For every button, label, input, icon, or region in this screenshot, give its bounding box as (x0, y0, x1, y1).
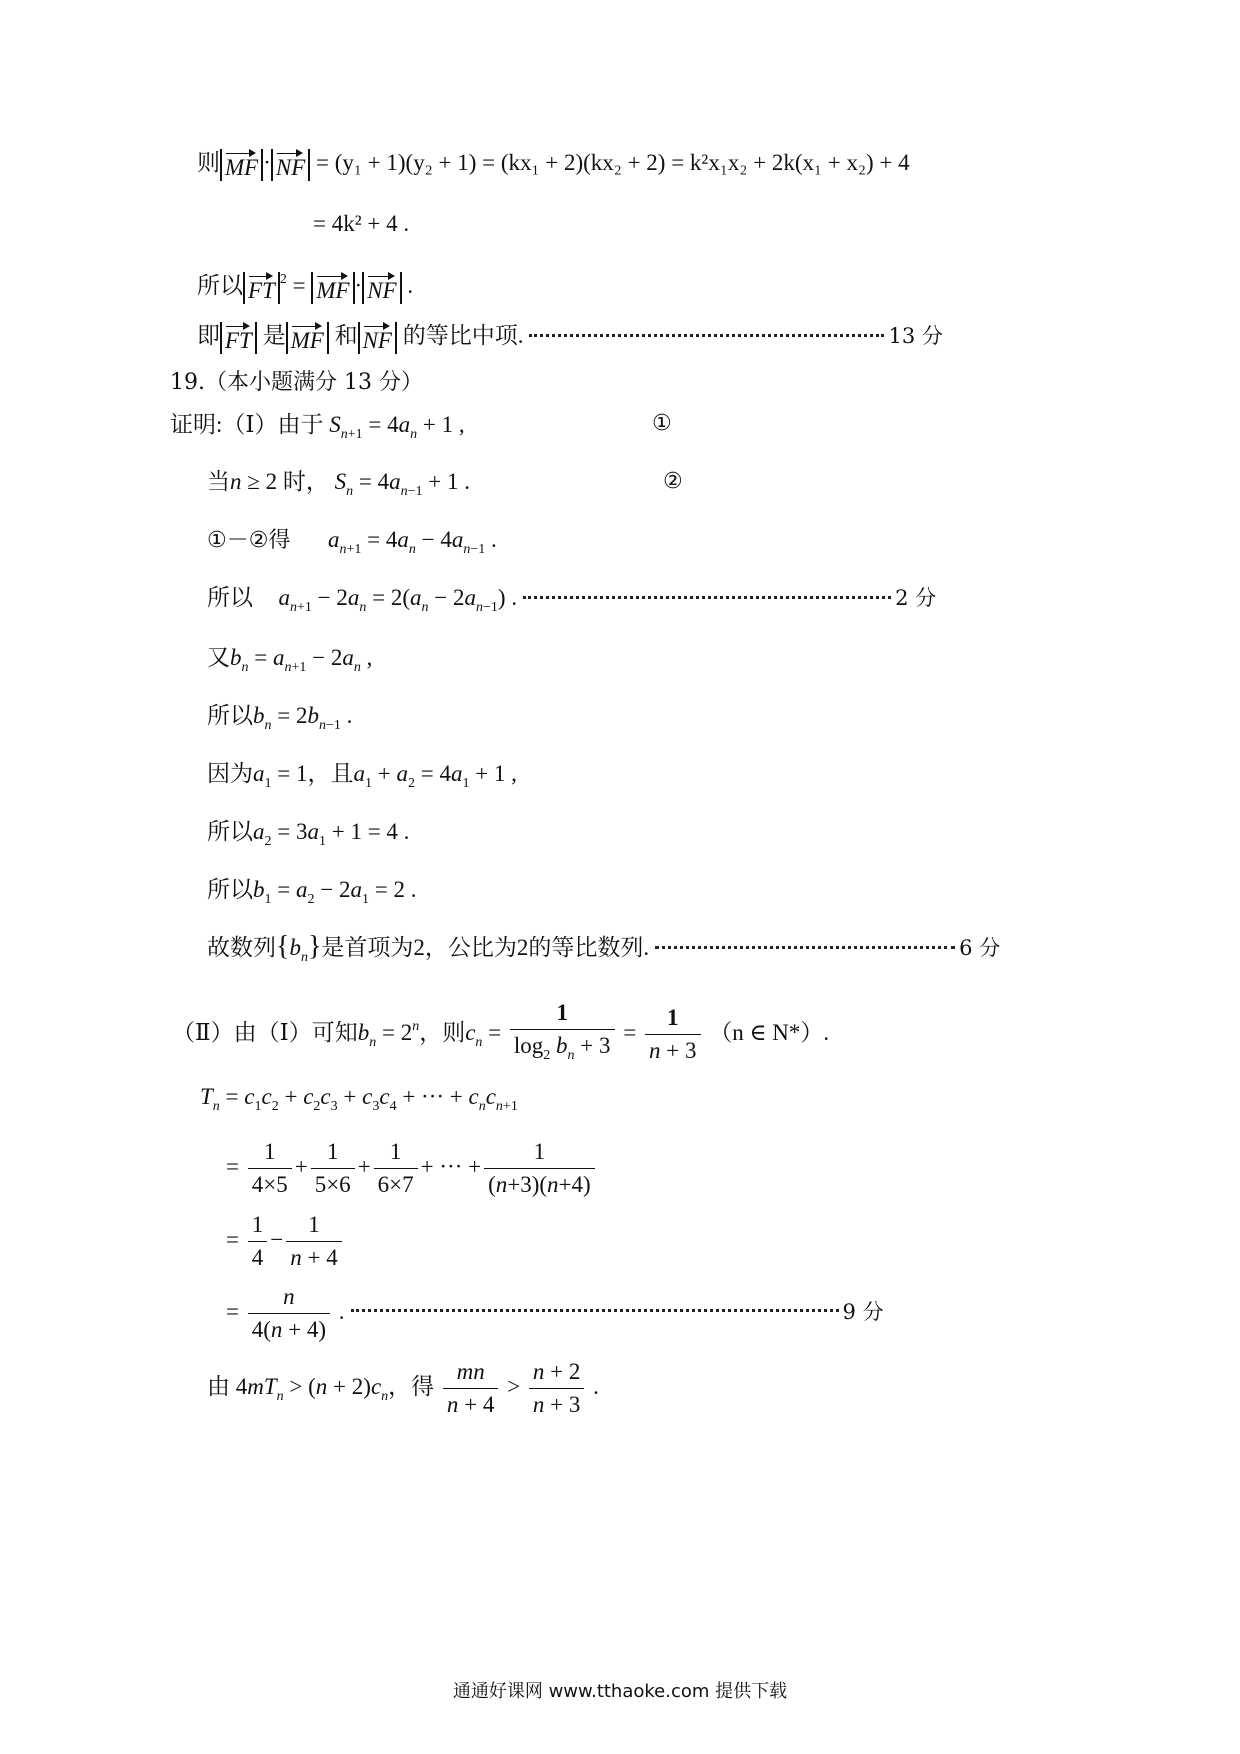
score-2: 2 分 (895, 586, 937, 610)
frac-n3n4: $\frac{1}{(n+3)(n+4)}$ (484, 1138, 595, 1199)
line-b1: 所以$b_1 = a_2 - 2a_1 = 2$ . (207, 877, 417, 907)
abs-mf-2: MF (311, 272, 354, 304)
line-geometric-mean (197, 321, 943, 354)
circle-2: ② (663, 469, 683, 494)
dots (529, 333, 884, 337)
text-ze-2: ，则 (419, 1020, 466, 1045)
line-bn-recurrence: 所以$b_n = 2b_{n-1}$ . (207, 703, 353, 733)
result-text: = 4k² + 4 . (313, 211, 410, 236)
abs-nf: NF (271, 149, 310, 181)
diff-label: ①－②得 (207, 528, 291, 553)
line-when-n: 当n ≥ 2 时， $S_n = 4a_{n-1} + 1$ . (207, 469, 470, 499)
score-13: 13 分 (888, 324, 943, 348)
frac-cn-2: $\frac{1}{n + 3}$ (645, 1004, 700, 1065)
abs-ft-2: FT (220, 322, 257, 354)
line-telescoped: = $\frac{1}{4}$ − $\frac{1}{n + 4}$ (226, 1208, 345, 1272)
text-ji: 即 (197, 323, 220, 348)
footer-credit: 通通好课网 www.tthaoke.com 提供下载 (452, 1681, 788, 1702)
abs-mf-3: MF (286, 322, 329, 354)
text-dang: 当 (207, 469, 230, 494)
line-conclusion: 故数列$\{b_n\}$是首项为2，公比为2的等比数列. 6 分 (207, 931, 1001, 965)
question-19-title (170, 368, 423, 398)
text-so-3: 所以 (207, 819, 253, 844)
text-first-term: 是首项为 (321, 935, 414, 960)
text-ratio: ，公比为 (424, 935, 517, 960)
frac-tn: $\frac{n}{4(n + 4)}$ (248, 1283, 330, 1344)
dots-3 (655, 945, 955, 949)
line-result (313, 209, 409, 239)
frac-6x7: $\frac{1}{6\times 7}$ (374, 1138, 418, 1199)
text-shi: 是 (262, 323, 286, 348)
abs-ft: FT (243, 272, 280, 304)
abs-mf: MF (220, 149, 263, 181)
line-a1: 因为$a_1 = 1$，且$a_1 + a_2 = 4a_1 + 1$ , (207, 761, 517, 791)
frac-cn: $\frac{1}{\log_2 b_n + 3}$ (510, 999, 615, 1070)
line-a2: 所以$a_2 = 3a_1 + 1 = 4$ . (207, 819, 410, 849)
line-part2: （Ⅱ）由（Ⅰ）可知$b_n = 2^n$，则$c_n$ = $\frac{1}{\log_2 b_n + 3}$ = $\frac{1}{n + 3}$ （n ∈ N*）. (172, 995, 829, 1075)
text-and: ，且 (307, 761, 354, 786)
line-tn: $T_n = c_1c_2 + c_2c_3 + c_3c_4$ + ··· + $c_nc_{n+1}$ (200, 1084, 518, 1114)
text-so-1: 所以 (207, 585, 253, 610)
circle-1: ① (652, 411, 672, 436)
line-product-expansion: 则 MF · NF = (y₁ + 1)(y₂ + 1) = (kx₁ + 2)(kx₂ + 2) = k²x₁x₂ + 2k(x₁ + x₂) + 4 (197, 148, 910, 181)
frac-mn: $\frac{mn}{n + 4}$ (443, 1358, 498, 1419)
text-shi-comma: 时， (282, 469, 329, 494)
line-proof-start: 证明:（Ⅰ）由于 $S_{n+1} = 4a_n + 1$ , (170, 412, 465, 442)
frac-n2n3: $\frac{n + 2}{n + 3}$ (529, 1358, 584, 1419)
text-conclusion: 故数列 (207, 935, 276, 960)
text-part2: （Ⅱ）由（Ⅰ）可知 (172, 1020, 358, 1045)
text-because: 因为 (207, 761, 253, 786)
proof-start-text: 证明:（Ⅰ）由于 (170, 412, 324, 437)
frac-quarter: $\frac{1}{4}$ (248, 1211, 268, 1272)
abs-nf-2: NF (362, 272, 401, 304)
dots-2 (523, 595, 891, 599)
text-you: 又 (207, 645, 230, 670)
text-so-2: 所以 (207, 703, 253, 728)
abs-nf-3: NF (358, 322, 397, 354)
q19-title-text: 19.（本小题满分 13 分） (170, 370, 423, 395)
text-geometric-seq: 的等比数列. (528, 935, 650, 960)
text-suoyi: 所以 (197, 273, 243, 298)
text-you-2: 由 (207, 1374, 230, 1399)
text-he: 和 (334, 323, 358, 348)
frac-4x5: $\frac{1}{4\times 5}$ (248, 1138, 292, 1199)
score-9: 9 分 (842, 1300, 884, 1324)
text-domain: （n ∈ N*）. (709, 1020, 830, 1045)
text-so-4: 所以 (207, 877, 253, 902)
text-de: ，得 (388, 1374, 435, 1399)
line-tn-result: = $\frac{n}{4(n + 4)}$ . 9 分 (226, 1284, 884, 1343)
expansion: = (y₁ + 1)(y₂ + 1) = (kx₁ + 2)(kx₂ + 2) = k²x₁x₂ + 2k(x₁ + x₂) + 4 (316, 150, 910, 175)
line-sum-fractions: = $\frac{1}{4\times 5}$ + $\frac{1}{5\times 6}$ + $\frac{1}{6\times 7}$ + ··· + $\frac{1}{(n+3)(n+4)}$ (226, 1135, 598, 1199)
text-geometric-mean: 的等比中项. (402, 323, 524, 348)
line-so-ft-squared: 所以 FT $^2$ = MF · NF . (197, 265, 413, 304)
line-difference: ①－②得 $a_{n+1} = 4a_n - 4a_{n-1}$ . (207, 527, 497, 557)
line-recurrence: 所以 $a_{n+1} - 2a_n = 2(a_n - 2a_{n-1})$ . 2 分 (207, 585, 937, 615)
line-bn-def: 又$b_n = a_{n+1} - 2a_n$ , (207, 645, 373, 675)
frac-n4: $\frac{1}{n + 4}$ (286, 1211, 341, 1272)
score-6: 6 分 (959, 936, 1001, 960)
line-inequality: 由 $4mT_n > (n + 2)c_n$，得 $\frac{mn}{n + 4}$ > $\frac{n + 2}{n + 3}$ . (207, 1359, 599, 1418)
frac-5x6: $\frac{1}{5\times 6}$ (311, 1138, 355, 1199)
text-ze: 则 (197, 150, 220, 175)
dots-4 (351, 1308, 839, 1312)
